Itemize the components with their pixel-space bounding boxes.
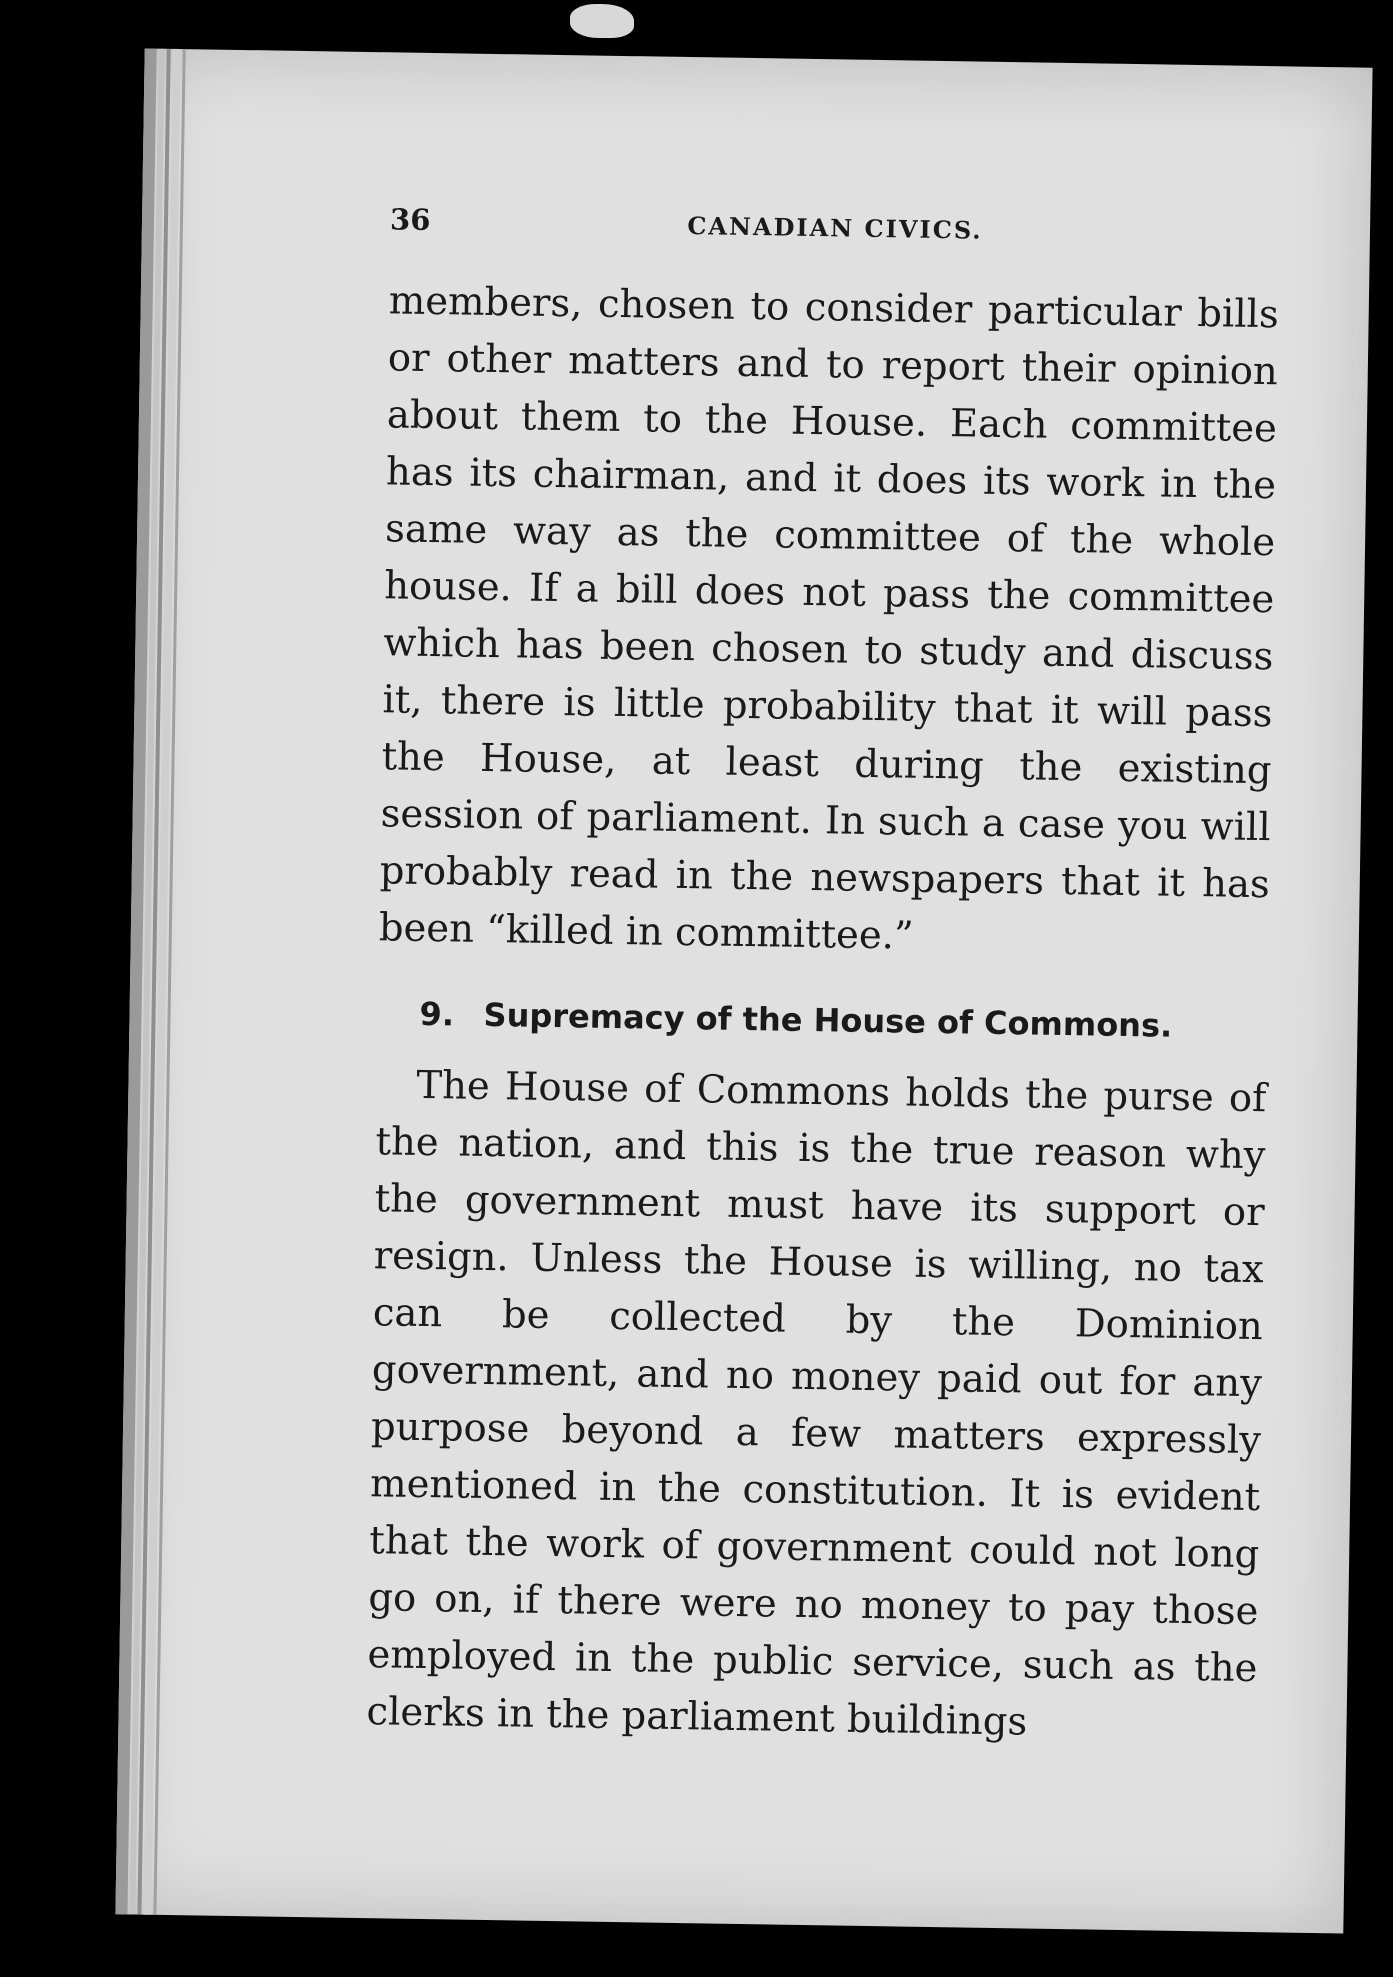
- body-paragraph: [379, 272, 1280, 970]
- section-number: 9.: [419, 994, 455, 1034]
- page-number: 36: [389, 202, 431, 237]
- paragraph-text: The House of Commons holds the purse of the nation, and this is the true reason why the government must have its support or resign. Unless the House is willing, no tax can be collected by the Dominion government, and no money paid out for any purpose beyond a few matters expressly mentioned in the constitution. It is evident that the work of government could not long go on, if there were no money to pay those employed in the public service, such as the clerks in the parliament buildings: [366, 1062, 1267, 1745]
- body-paragraph: [366, 1056, 1267, 1754]
- section-heading: [377, 994, 1267, 1046]
- text-block: [366, 202, 1280, 1754]
- running-head: CANADIAN CIVICS.: [687, 211, 983, 245]
- section-title: Supremacy of the House of Commons.: [483, 995, 1173, 1045]
- page-header: [390, 202, 1281, 266]
- paragraph-text: members, chosen to consider particular bills or other matters and to report their opinion about them to the House. Each committee has its chairman, and it does its work in the same way as the committee of the whole house. If a bill does not pass the committee which has been chosen to study and discuss it, there is little probability that it will pass the House, at least during the existing session of parliament. In such a case you will probably read in the newspapers that it has been “killed in committee.”: [378, 278, 1280, 959]
- binding-clip-mark: [570, 4, 634, 38]
- book-page: [115, 48, 1372, 1933]
